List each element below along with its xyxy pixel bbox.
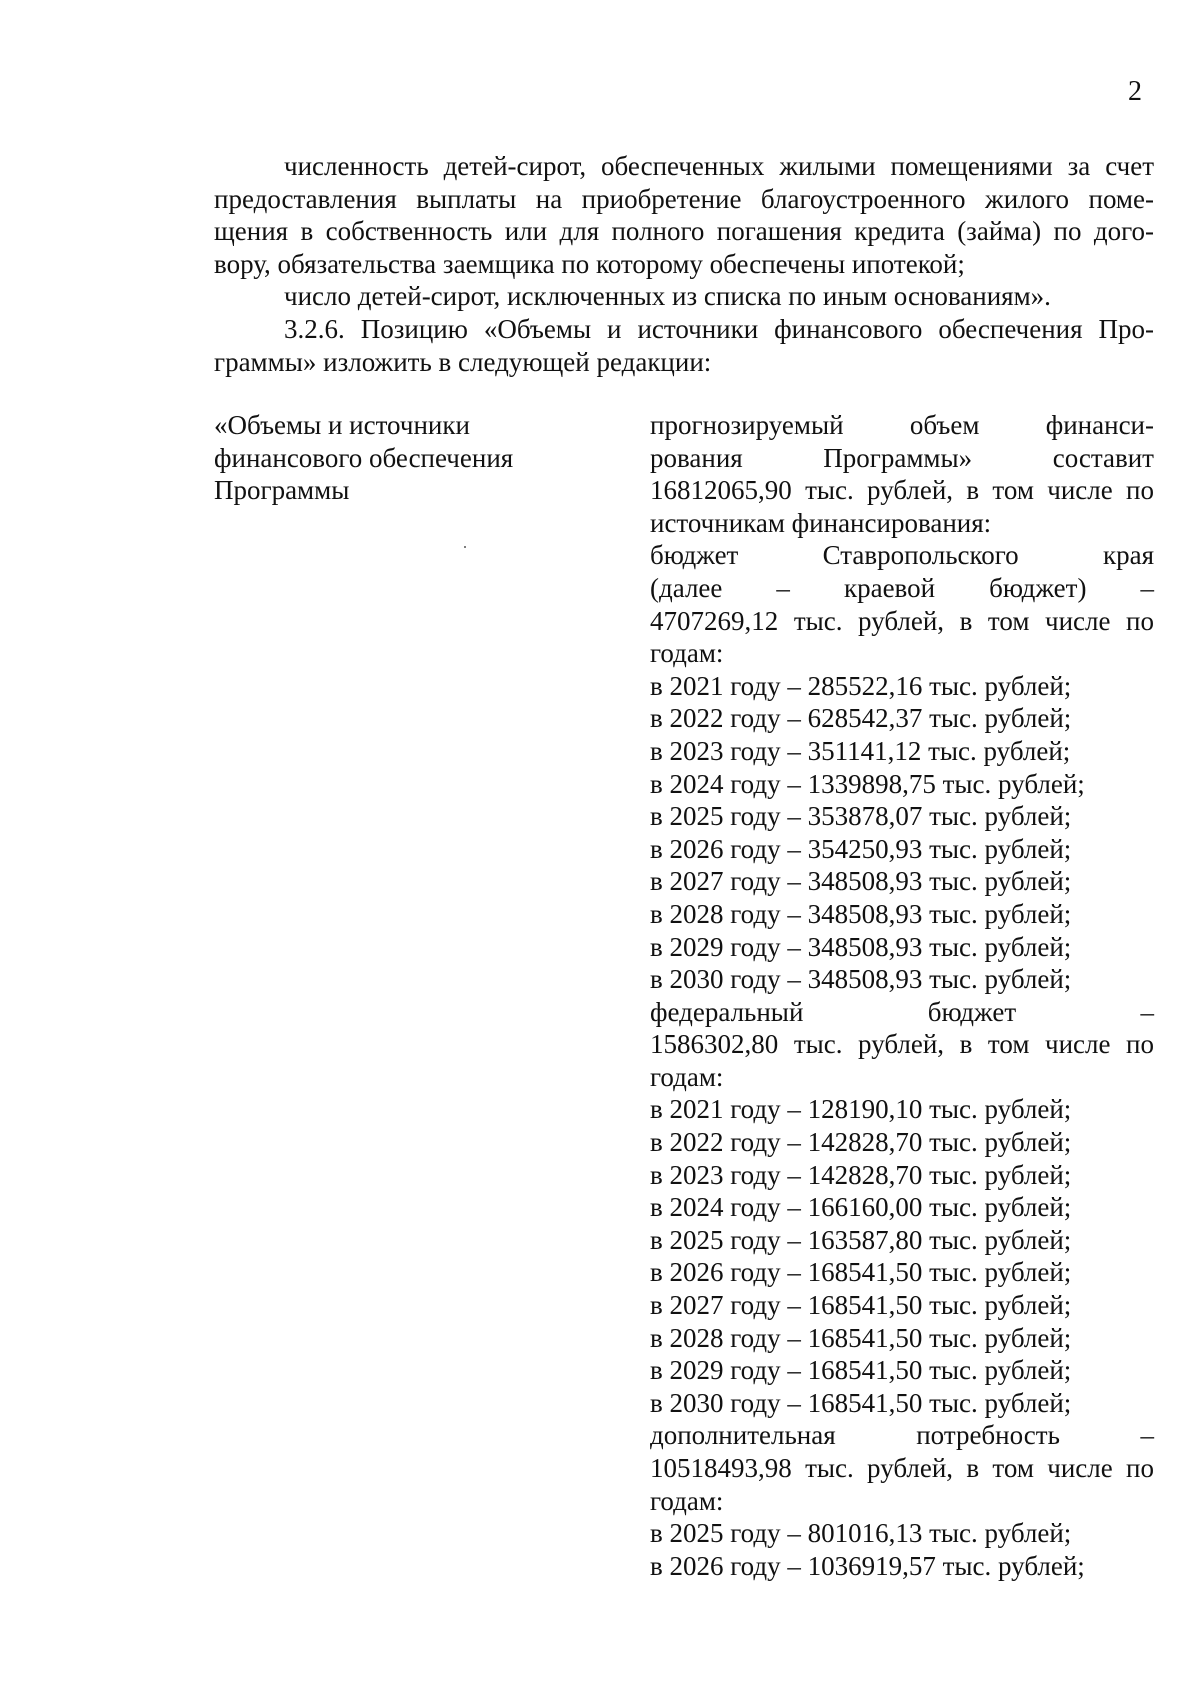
- federal-year-line: в 2028 году – 168541,50 тыс. рублей;: [650, 1322, 1072, 1353]
- intro-text: [214, 150, 1154, 378]
- regional-year-line: в 2022 году – 628542,37 тыс. рублей;: [650, 703, 1072, 734]
- text-line: численность детей-сирот, обеспеченных жилыми помещениями за счет: [284, 151, 1154, 181]
- regional-year-line: в 2030 году – 348508,93 тыс. рублей;: [650, 964, 1072, 995]
- text-line: 16812065,90 тыс. рублей, в том числе по: [650, 475, 1154, 506]
- program-passport-position: [214, 409, 1154, 1582]
- text-line: 4707269,12 тыс. рублей, в том числе по: [650, 605, 1154, 636]
- federal-year-line: в 2029 году – 168541,50 тыс. рублей;: [650, 1355, 1072, 1386]
- position-title: [214, 409, 594, 1582]
- federal-year-line: в 2027 году – 168541,50 тыс. рублей;: [650, 1290, 1072, 1321]
- additional-year-line: в 2025 году – 801016,13 тыс. рублей;: [650, 1518, 1072, 1549]
- text-line: дополнительная потребность –: [650, 1420, 1154, 1451]
- text-line: рования Программы» составит: [650, 442, 1154, 473]
- regional-year-line: в 2024 году – 1339898,75 тыс. рублей;: [650, 768, 1085, 799]
- regional-year-line: в 2028 году – 348508,93 тыс. рублей;: [650, 898, 1072, 929]
- regional-year-line: в 2029 году – 348508,93 тыс. рублей;: [650, 931, 1072, 962]
- text-line: предоставления выплаты на приобретение благоустроенного жилого поме-: [214, 183, 1154, 214]
- text-line: прогнозируемый объем финанси-: [650, 410, 1154, 440]
- text-line: 3.2.6. Позицию «Объемы и источники финансового обеспечения Про-: [284, 313, 1154, 344]
- regional-year-line: в 2026 году – 354250,93 тыс. рублей;: [650, 833, 1072, 864]
- text-line: источникам финансирования:: [650, 507, 992, 538]
- regional-year-line: в 2027 году – 348508,93 тыс. рублей;: [650, 866, 1072, 897]
- regional-year-line: в 2025 году – 353878,07 тыс. рублей;: [650, 801, 1072, 832]
- federal-year-line: в 2024 году – 166160,00 тыс. рублей;: [650, 1192, 1072, 1223]
- text-line: щения в собственность или для полного погашения кредита (займа) по дого-: [214, 216, 1154, 247]
- text-line: бюджет Ставропольского края: [650, 540, 1154, 571]
- text-line: 1586302,80 тыс. рублей, в том числе по: [650, 1029, 1154, 1060]
- federal-year-line: в 2030 году – 168541,50 тыс. рублей;: [650, 1387, 1072, 1418]
- text-line: годам:: [650, 1485, 724, 1516]
- paragraph-orphans-excluded: число детей-сирот, исключенных из списка по иным основаниям».: [284, 281, 1051, 312]
- text-line: федеральный бюджет –: [650, 996, 1154, 1027]
- paragraph-orphans-provided: [214, 150, 1154, 280]
- text-line: годам:: [650, 1061, 724, 1092]
- text-line: годам:: [650, 638, 724, 669]
- text-line: вору, обязательства заемщика по которому обеспечены ипотекой;: [214, 248, 965, 279]
- text-line: финансового обеспечения: [214, 442, 514, 473]
- text-line: (далее – краевой бюджет) –: [650, 572, 1154, 603]
- regional-year-line: в 2021 году – 285522,16 тыс. рублей;: [650, 670, 1072, 701]
- federal-year-line: в 2022 году – 142828,70 тыс. рублей;: [650, 1127, 1072, 1158]
- federal-year-line: в 2021 году – 128190,10 тыс. рублей;: [650, 1094, 1072, 1125]
- text-line: «Объемы и источники: [214, 410, 470, 440]
- position-content: [650, 409, 1154, 1582]
- federal-year-line: в 2026 году – 168541,50 тыс. рублей;: [650, 1257, 1072, 1288]
- paragraph-3-2-6: [214, 313, 1154, 378]
- federal-year-line: в 2023 году – 142828,70 тыс. рублей;: [650, 1159, 1072, 1190]
- text-line: Программы: [214, 475, 350, 506]
- additional-year-line: в 2026 году – 1036919,57 тыс. рублей;: [650, 1550, 1085, 1581]
- page-number: 2: [1128, 76, 1142, 107]
- regional-year-line: в 2023 году – 351141,12 тыс. рублей;: [650, 735, 1071, 766]
- text-line: 10518493,98 тыс. рублей, в том числе по: [650, 1453, 1154, 1483]
- scan-speck: [464, 546, 466, 548]
- text-line: граммы» изложить в следующей редакции:: [214, 346, 712, 377]
- federal-year-line: в 2025 году – 163587,80 тыс. рублей;: [650, 1224, 1072, 1255]
